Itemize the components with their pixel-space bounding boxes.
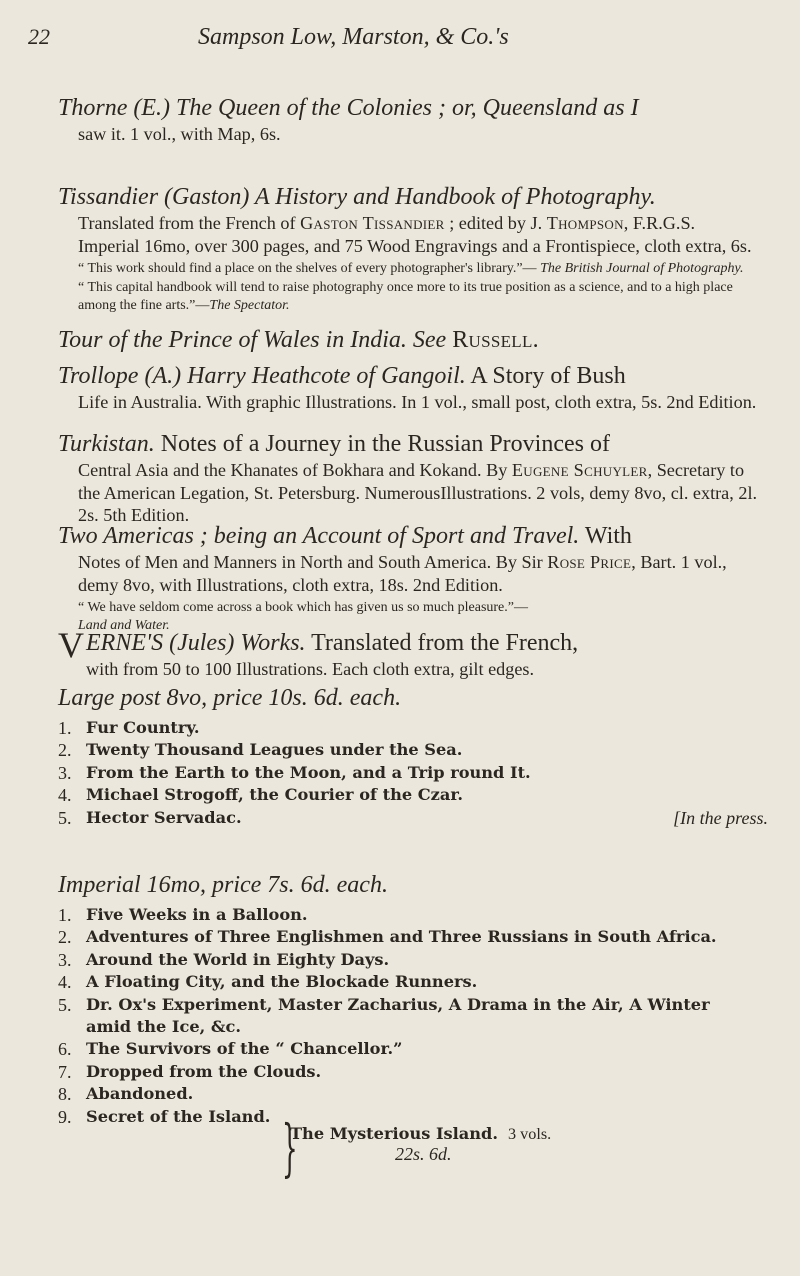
press-note: [In the press. xyxy=(673,807,768,828)
book-list xyxy=(58,717,768,829)
book-list xyxy=(58,904,758,1128)
catalogue-entry xyxy=(58,182,758,315)
drop-initial: V xyxy=(58,625,84,665)
list-item: 1. Five Weeks in a Balloon. xyxy=(58,905,308,925)
entry-description: Central Asia and the Khanates of Bokhara and Kokand. By Eugene Schuyler, Secretary to the American Legation, St. Petersburg. NumerousIllustrations. 2 vols, demy 8vo, cl. extra, 2l. 2s. 5th Edition. xyxy=(78,460,758,526)
list-item: 3. Around the World in Eighty Days. xyxy=(58,949,390,970)
entry-author: Trollope (A.) xyxy=(58,363,188,389)
imperial-section xyxy=(58,870,758,1128)
entry-description: saw it. 1 vol., with Map, 6s. xyxy=(78,124,281,144)
catalogue-entry: Two Americas ; being an Account of Sport and Travel. With Notes of Men and Manners in North and South America. By Sir Rose Price, Bart. 1 vol., demy 8vo, with Illustrations, cloth extra, 18s. 2nd Edition. “ We have seldom come across a book which has given us so much pleasure.”— Land and Water. xyxy=(58,521,758,635)
list-item: 2. Adventures of Three Englishmen and Three Russians in South Africa. xyxy=(58,927,717,948)
group-title: The Mysterious Island. 3 vols. xyxy=(290,1124,552,1143)
section-heading: Imperial 16mo, price 7s. 6d. each. xyxy=(58,872,388,898)
section-heading: Large post 8vo, price 10s. 6d. each. xyxy=(58,685,402,711)
large-post-section xyxy=(58,683,768,829)
verne-works-heading: V ERNE'S (Jules) Works. Translated from the French, with from 50 to 100 Illustrations. Each cloth extra, gilt edges. xyxy=(58,628,758,681)
cross-reference: Russell. xyxy=(452,327,539,353)
page-number: 22 xyxy=(28,24,50,49)
list-item: 5. Hector Servadac. [In the press. xyxy=(58,807,768,828)
entry-title: Turkistan. xyxy=(58,431,155,457)
brace-glyph: } xyxy=(281,1111,298,1184)
catalogue-entry: Trollope (A.) Harry Heathcote of Gangoil. A Story of Bush Life in Australia. With graphic Illustrations. In 1 vol., small post, cloth extra, 5s. 2nd Edition. xyxy=(58,363,757,412)
entry-title: A History and Handbook of Photography. xyxy=(254,184,656,210)
list-item: 9. Secret of the Island. xyxy=(58,1106,271,1127)
catalogue-entry xyxy=(58,93,758,146)
entry-title: Two Americas ; being an Account of Sport and Travel. xyxy=(58,523,580,549)
page-header xyxy=(28,24,740,58)
verne-description: with from 50 to 100 Illustrations. Each cloth extra, gilt edges. xyxy=(86,659,535,679)
list-item: 3. From the Earth to the Moon, and a Trip round It. xyxy=(58,762,531,783)
review-quote: “ This capital handbook will tend to raise photography once more to its true position as a science, and to a high place among the fine arts.”—The Spectator. xyxy=(78,280,733,314)
list-item: 4. Michael Strogoff, the Courier of the Czar. xyxy=(58,785,464,806)
entry-description: Life in Australia. With graphic Illustrations. In 1 vol., small post, cloth extra, 5s. 2nd Edition. xyxy=(78,392,757,412)
review-quote: “ This work should find a place on the shelves of every photographer's library.”— The British Journal of Photography. xyxy=(78,261,744,277)
entry-description: Notes of Men and Manners in North and South America. By Sir Rose Price, Bart. 1 vol., demy 8vo, with Illustrations, cloth extra, 18s. 2nd Edition. xyxy=(78,552,727,595)
running-title: Sampson Low, Marston, & Co.'s xyxy=(198,24,509,50)
entry-title: Harry Heathcote of Gangoil. xyxy=(187,363,466,389)
catalogue-entry: Turkistan. Notes of a Journey in the Russian Provinces of Central Asia and the Khanates of Bokhara and Kokand. By Eugene Schuyler, Secretary to the American Legation, St. Petersburg. NumerousIllustrations. 2 vols, demy 8vo, cl. extra, 2l. 2s. 5th Edition. xyxy=(58,431,758,526)
group-price: 22s. 6d. xyxy=(395,1144,452,1164)
entry-title: The Queen of the Colonies ; or, Queensland as I xyxy=(175,95,639,121)
list-item: 8. Abandoned. xyxy=(58,1084,194,1105)
list-item: 1. Fur Country. xyxy=(58,718,200,738)
review-quote: “ We have seldom come across a book which has given us so much pleasure.”— Land and Water. xyxy=(78,600,528,634)
entry-author: Thorne (E.) xyxy=(58,95,176,121)
list-item: 6. The Survivors of the “ Chancellor.” xyxy=(58,1039,403,1060)
catalogue-entry: Tour of the Prince of Wales in India. See Russell. xyxy=(58,327,539,353)
entry-author: Tissandier (Gaston) xyxy=(58,184,255,210)
list-item: 5. Dr. Ox's Experiment, Master Zacharius, A Drama in the Air, A Winter amid the Ice, &c. xyxy=(58,994,710,1037)
entry-title: Tour of the Prince of Wales in India. xyxy=(58,327,407,353)
list-item: 2. Twenty Thousand Leagues under the Sea. xyxy=(58,740,463,761)
entry-description: Translated from the French of Gaston Tissandier ; edited by J. Thompson, F.R.G.S. Imperial 16mo, over 300 pages, and 75 Wood Engravings and a Frontispiece, cloth extra, 6s. xyxy=(78,213,752,256)
list-item: 7. Dropped from the Clouds. xyxy=(58,1061,322,1082)
list-item: 4. A Floating City, and the Blockade Runners. xyxy=(58,972,478,993)
group-volumes: 3 vols. xyxy=(508,1125,552,1143)
